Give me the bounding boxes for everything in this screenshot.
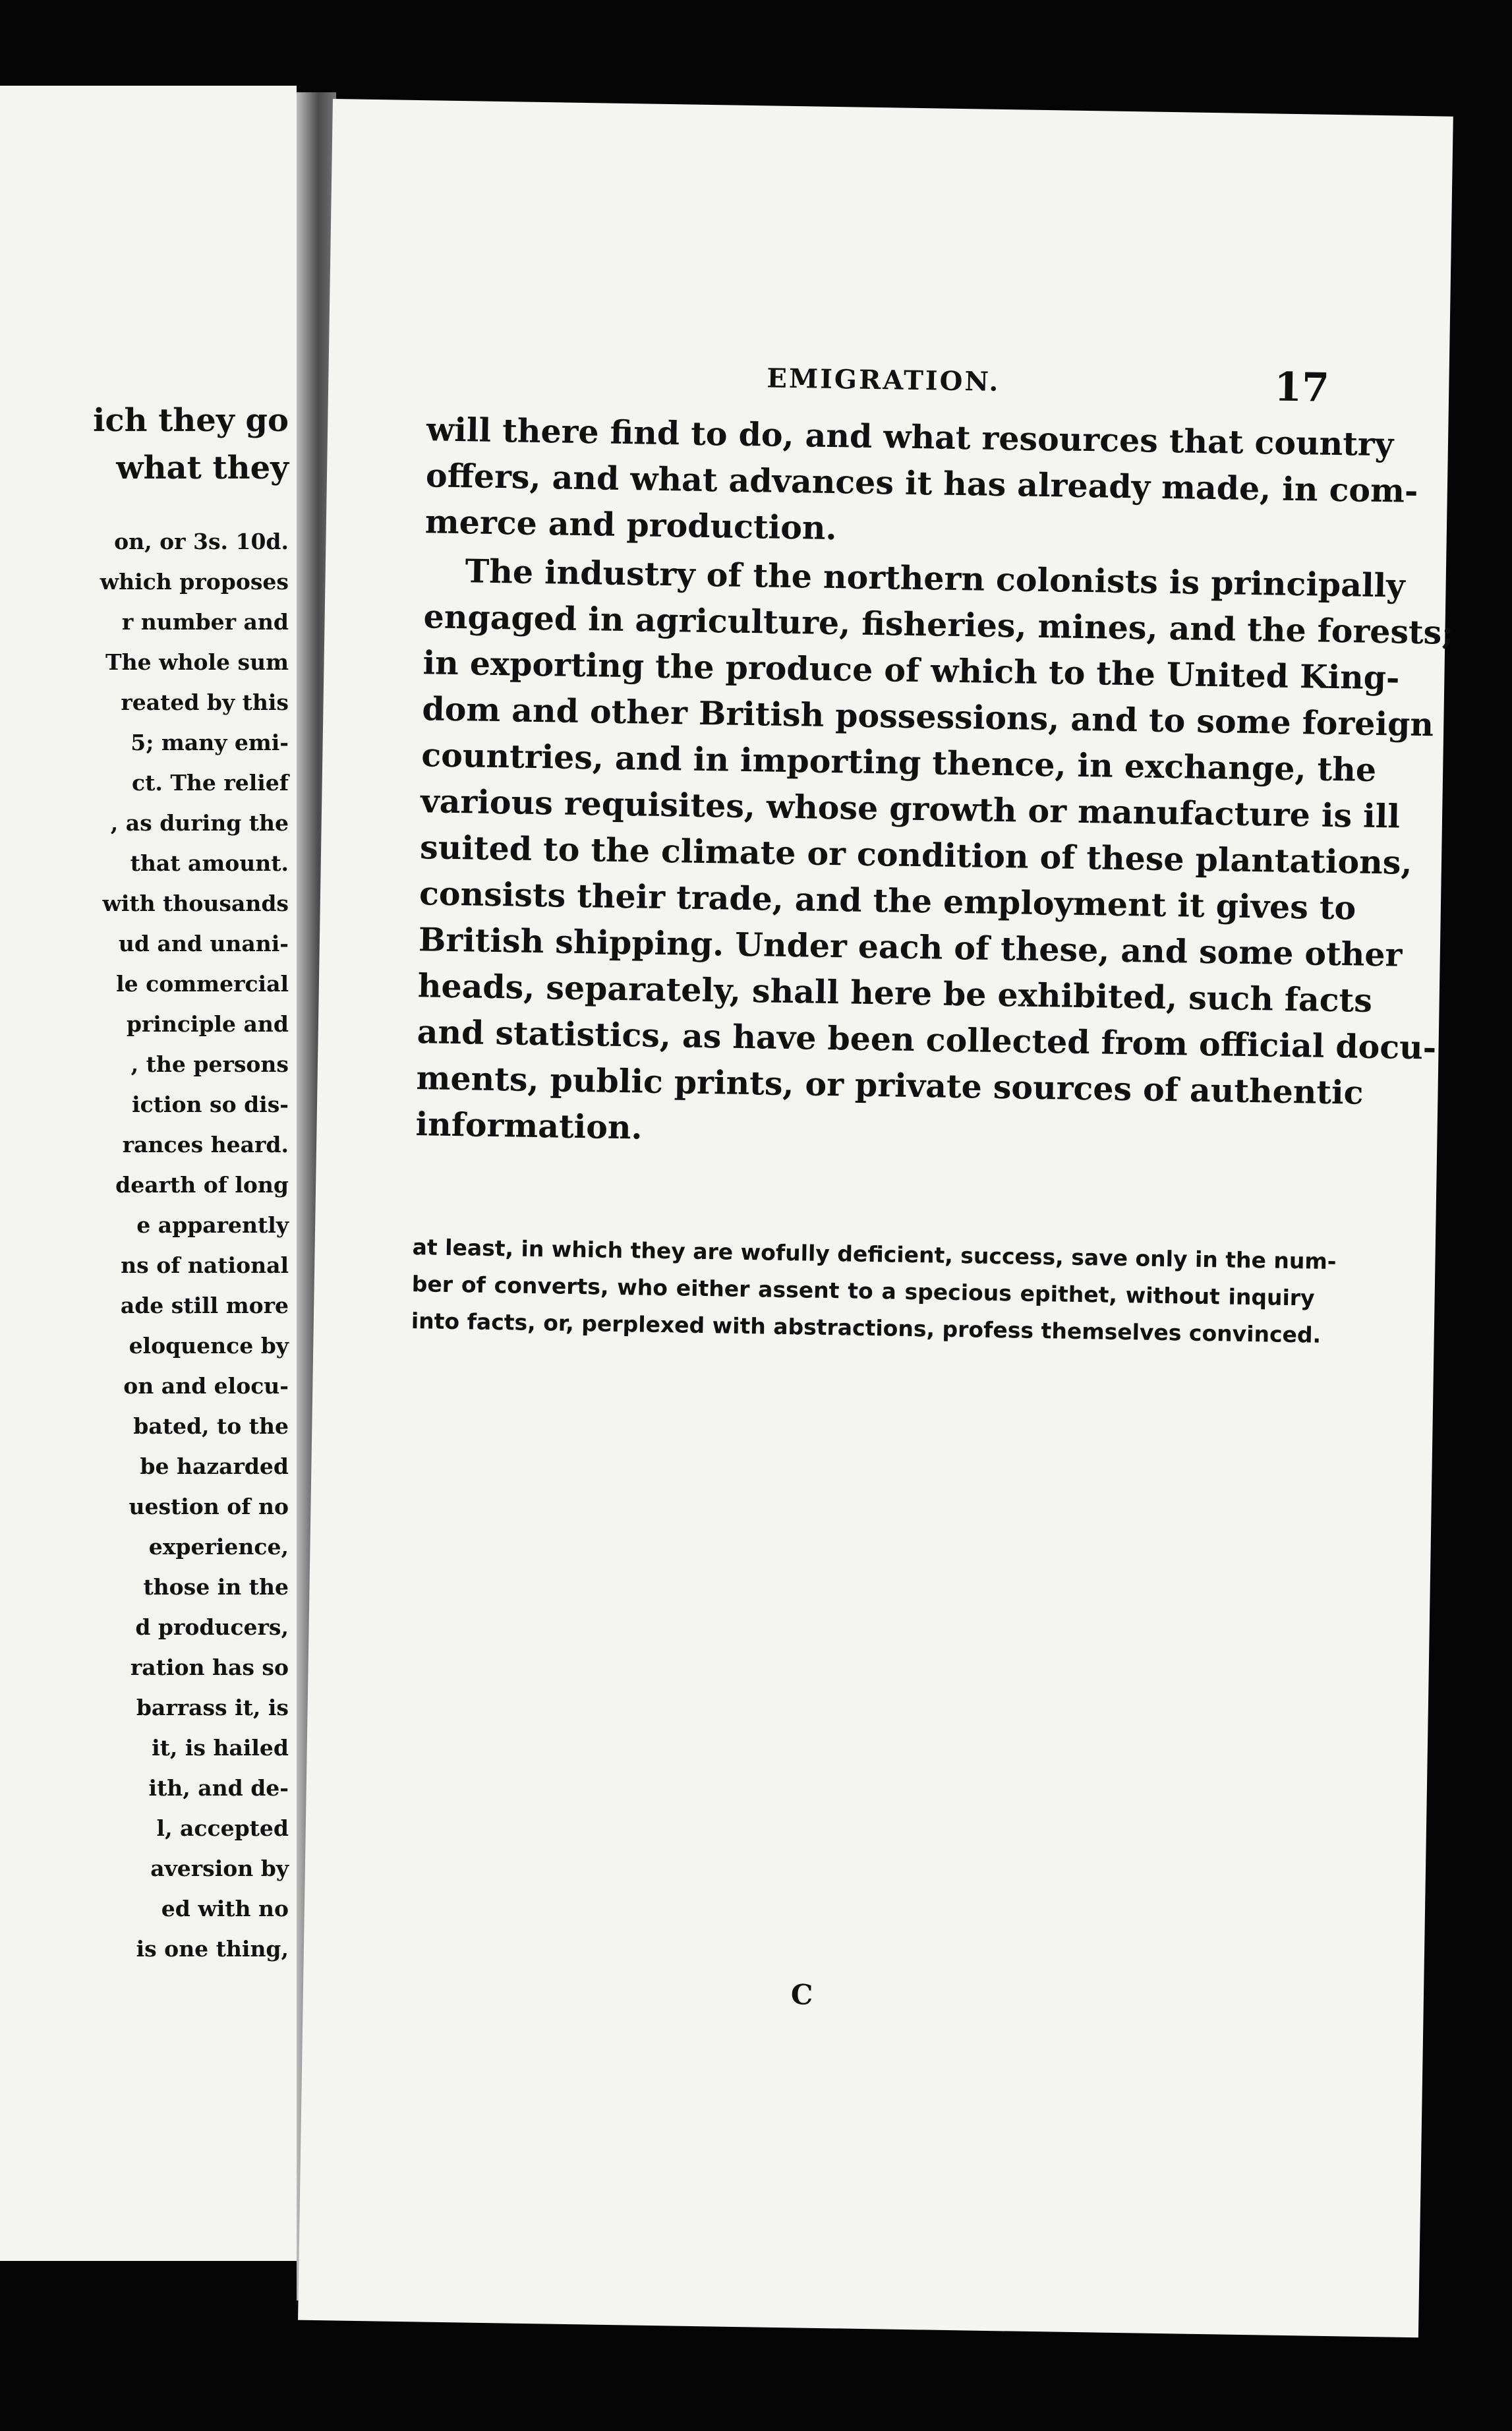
signature-mark: C	[790, 1978, 813, 2011]
left-page-line: l, accepted	[156, 1815, 289, 1841]
left-page-line: ith, and de-	[148, 1775, 289, 1801]
left-page-line: it, is hailed	[152, 1735, 289, 1761]
body-line: countries, and in importing thence, in exchange, the	[421, 736, 1377, 789]
left-page-line: ade still more	[120, 1293, 289, 1318]
left-page-line: rances heard.	[122, 1132, 289, 1157]
bleed-through	[415, 1168, 1318, 1183]
left-page-line: what they	[116, 450, 289, 486]
left-page-line: which proposes	[100, 569, 289, 595]
left-page-line: iction so dis-	[132, 1092, 289, 1117]
left-page-line: on and elocu-	[123, 1373, 289, 1399]
left-page-line: reated by this	[121, 689, 289, 715]
left-page-line: barrass it, is	[136, 1695, 289, 1720]
left-page-line: experience,	[148, 1534, 289, 1560]
left-page-line: dearth of long	[115, 1172, 289, 1198]
body-line: various requisites, whose growth or manufacture is ill	[420, 782, 1401, 836]
body-line: offers, and what advances it has already made, in com-	[425, 456, 1418, 510]
left-page-line: r number and	[121, 609, 289, 635]
body-line: suited to the climate or condition of these plantations,	[419, 828, 1412, 882]
left-page-line: The whole sum	[105, 649, 289, 675]
running-head: EMIGRATION.	[767, 363, 1001, 397]
left-page-line: principle and	[126, 1011, 289, 1037]
footnote-line: at least, in which they are wofully deficient, success, save only in the num-	[412, 1234, 1337, 1275]
body-line: dom and other British possessions, and to some foreign	[422, 689, 1434, 744]
left-page-line: uestion of no	[129, 1494, 289, 1519]
left-page-line: ct. The relief	[132, 770, 289, 796]
body-line: and statistics, as have been collected from official docu-	[417, 1012, 1437, 1067]
body-line: heads, separately, shall here be exhibited, such facts	[417, 966, 1373, 1020]
body-line: consists their trade, and the employment it gives to	[419, 874, 1356, 927]
body-line: will there find to do, and what resources that country	[426, 410, 1394, 464]
left-page-line: those in the	[143, 1574, 289, 1600]
body-line: in exporting the produce of which to the United King-	[422, 643, 1400, 697]
left-page-line: on, or 3s. 10d.	[114, 529, 289, 554]
left-page-line: ed with no	[161, 1896, 289, 1921]
left-page-line: ration has so	[130, 1655, 289, 1680]
left-page-line: eloquence by	[129, 1333, 289, 1359]
left-page-line: ich they go	[93, 402, 289, 439]
page-number: 17	[1273, 364, 1330, 411]
left-page-line: be hazarded	[140, 1453, 289, 1479]
left-page-line: ns of national	[121, 1252, 289, 1278]
main-page	[298, 99, 1453, 2337]
body-line: British shipping. Under each of these, and some other	[418, 920, 1403, 974]
body-line: ments, public prints, or private sources of authentic	[416, 1059, 1364, 1112]
footnote-line: ber of converts, who either assent to a specious epithet, without inquiry	[411, 1271, 1315, 1311]
left-page-line: bated, to the	[133, 1413, 289, 1439]
left-page-line: e apparently	[136, 1212, 289, 1238]
left-page-line: le commercial	[116, 971, 289, 997]
left-page-line: 5; many emi-	[131, 730, 289, 755]
left-page-line: that amount.	[130, 850, 289, 876]
left-page-line: is one thing,	[136, 1936, 289, 1962]
left-page-line: aversion by	[150, 1856, 289, 1881]
body-line: engaged in agriculture, fisheries, mines, and the forests;	[423, 597, 1454, 652]
body-line: merce and production.	[424, 502, 838, 548]
left-page-line: , as during the	[110, 810, 289, 836]
left-page-line: ud and unani-	[118, 931, 289, 956]
body-line: The industry of the northern colonists is principally	[465, 552, 1406, 605]
left-page-line: d producers,	[135, 1614, 289, 1640]
left-page-line: , the persons	[131, 1051, 289, 1077]
left-page-fragment	[0, 86, 297, 2261]
body-line: information.	[415, 1105, 643, 1147]
left-page-line: with thousands	[102, 891, 289, 916]
footnote-line: into facts, or, perplexed with abstractions, profess themselves convinced.	[411, 1308, 1322, 1348]
